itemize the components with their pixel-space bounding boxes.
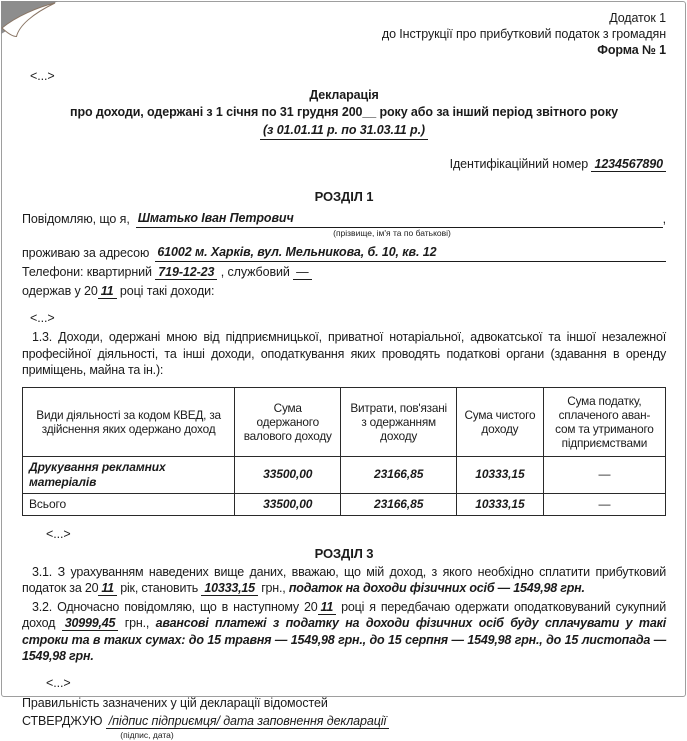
income-table: [22, 387, 666, 516]
appendix-label: Додаток 1: [609, 11, 666, 25]
col-header-gross-income: Сума одержаного валового доходу: [235, 387, 341, 456]
paragraph-3-2: [22, 599, 666, 665]
col-header-net-income: Сума чистого доходу: [457, 387, 544, 456]
name-line: [22, 210, 666, 228]
phones-prefix: Телефони: квартирний: [22, 265, 152, 279]
omission-mark: <...>: [46, 526, 71, 541]
year-suffix: році такі доходи:: [119, 284, 215, 298]
name-comma: ,: [662, 212, 666, 226]
year-field: 11: [98, 284, 117, 299]
reporting-period: (з 01.01.11 р. по 31.03.11 р.): [260, 122, 428, 140]
name-prefix: Повідомляю, що я,: [22, 212, 130, 226]
p31-year-field: 11: [98, 581, 117, 596]
p31-tax-statement: податок на доходи фізичних осіб — 1549,98 грн.: [288, 581, 585, 595]
col-header-activity: Види діяльності за кодом КВЕД, за здійснення яких одержано доход: [23, 387, 235, 456]
table-row-total: [23, 493, 666, 515]
gross-cell: 33500,00: [235, 456, 341, 493]
p32-advance-statement: авансові платежі з податку на доходи фізичних осіб буду сплачувати у такі строки та в таких сумах: до 15 травня — 1549,98 грн., до 15 серпня — 1549,98 грн., до 15 листопада — 1549,98 грн.: [22, 616, 666, 663]
section-3-heading: РОЗДІЛ 3: [314, 545, 374, 561]
page-curl-icon: [1, 1, 61, 47]
name-caption: (прізвище, ім'я та по батькові): [333, 228, 451, 238]
work-phone-field: —: [293, 265, 311, 280]
confirm-line: [22, 713, 666, 730]
net-cell: 10333,15: [457, 493, 544, 515]
id-number-value: 1234567890: [591, 157, 666, 172]
signature-caption: (підпис, дата): [120, 729, 174, 740]
activity-cell: Друкування рекламних матеріалів: [23, 456, 235, 493]
id-number-label: Ідентифікаційний номер: [449, 157, 589, 171]
document-page: [1, 1, 686, 740]
p32-text-c: грн.,: [124, 616, 150, 630]
confirm-label: СТВЕРДЖУЮ: [22, 713, 103, 728]
gross-cell: 33500,00: [235, 493, 341, 515]
col-header-expenses: Витрати, пов'язані з одержанням доходу: [341, 387, 457, 456]
p31-text-c: грн.,: [261, 581, 286, 595]
expenses-cell: 23166,85: [341, 456, 457, 493]
year-prefix: одержав у 20: [22, 284, 98, 298]
p32-income-amount: 30999,45: [62, 616, 119, 631]
p32-text-b: році я передбачаю одержати оподатковуваний сукупний доход: [22, 599, 666, 630]
table-header-row: [23, 387, 666, 456]
document-content: [2, 2, 685, 741]
id-number-line: [22, 156, 666, 173]
work-phone-label: , службовий: [220, 265, 290, 279]
title-line-1: Декларація: [309, 88, 379, 102]
document-header: [22, 10, 666, 58]
signature-field: /підпис підприємця/ дата заповнення декларації: [106, 714, 389, 729]
address-field: 61002 м. Харків, вул. Мельникова, б. 10, кв. 12: [155, 244, 666, 262]
activity-cell: Всього: [23, 493, 235, 515]
omission-mark: <...>: [30, 69, 55, 83]
table-row: [23, 456, 666, 493]
income-year-line: [22, 283, 666, 300]
p31-income-amount: 10333,15: [201, 581, 258, 596]
p31-text-a: 3.1. З урахуванням наведених вище даних, вважаю, що мій доход, з якого необхідно сплатити прибутковий податок за 20: [22, 564, 666, 595]
phones-line: [22, 264, 666, 281]
document-title: [22, 87, 666, 140]
omission-mark: <...>: [30, 311, 55, 325]
p31-text-b: рік, становить: [120, 581, 199, 595]
col-header-tax-paid: Сума податку, сплаченого аван-сом та утриманого підприємствами: [543, 387, 665, 456]
tax-cell: —: [543, 493, 665, 515]
paragraph-1-3: 1.3. Доходи, одержані мною від підприємницької, приватної нотаріальної, адвокатської та іншої незалежної професійної діяльності, та інші доходи, оподаткування яких проводять податкові органи (здавання в оренду приміщень, майна та ін.):: [22, 330, 666, 377]
home-phone-field: 719-12-23: [155, 265, 217, 280]
instruction-label: до Інструкції про прибутковий податок з громадян: [381, 27, 666, 41]
form-number: Форма № 1: [597, 43, 666, 57]
net-cell: 10333,15: [457, 456, 544, 493]
full-name-field: Шматько Іван Петрович: [136, 210, 663, 228]
paragraph-3-1: [22, 564, 666, 597]
address-line: [22, 244, 666, 262]
tax-cell: —: [543, 456, 665, 493]
correctness-statement: Правильність зазначених у цій декларації відомостей: [22, 695, 328, 710]
signature-block: [22, 695, 666, 741]
p32-text-a: 3.2. Одночасно повідомляю, що в наступному 20: [32, 599, 318, 614]
title-line-2: про доходи, одержані з 1 січня по 31 грудня 200__ року або за інший період звітного року: [70, 105, 618, 119]
omission-mark: <...>: [46, 675, 71, 690]
section-1-heading: РОЗДІЛ 1: [314, 189, 374, 204]
address-prefix: проживаю за адресою: [22, 246, 150, 260]
expenses-cell: 23166,85: [341, 493, 457, 515]
p32-year-field: 11: [318, 600, 337, 615]
